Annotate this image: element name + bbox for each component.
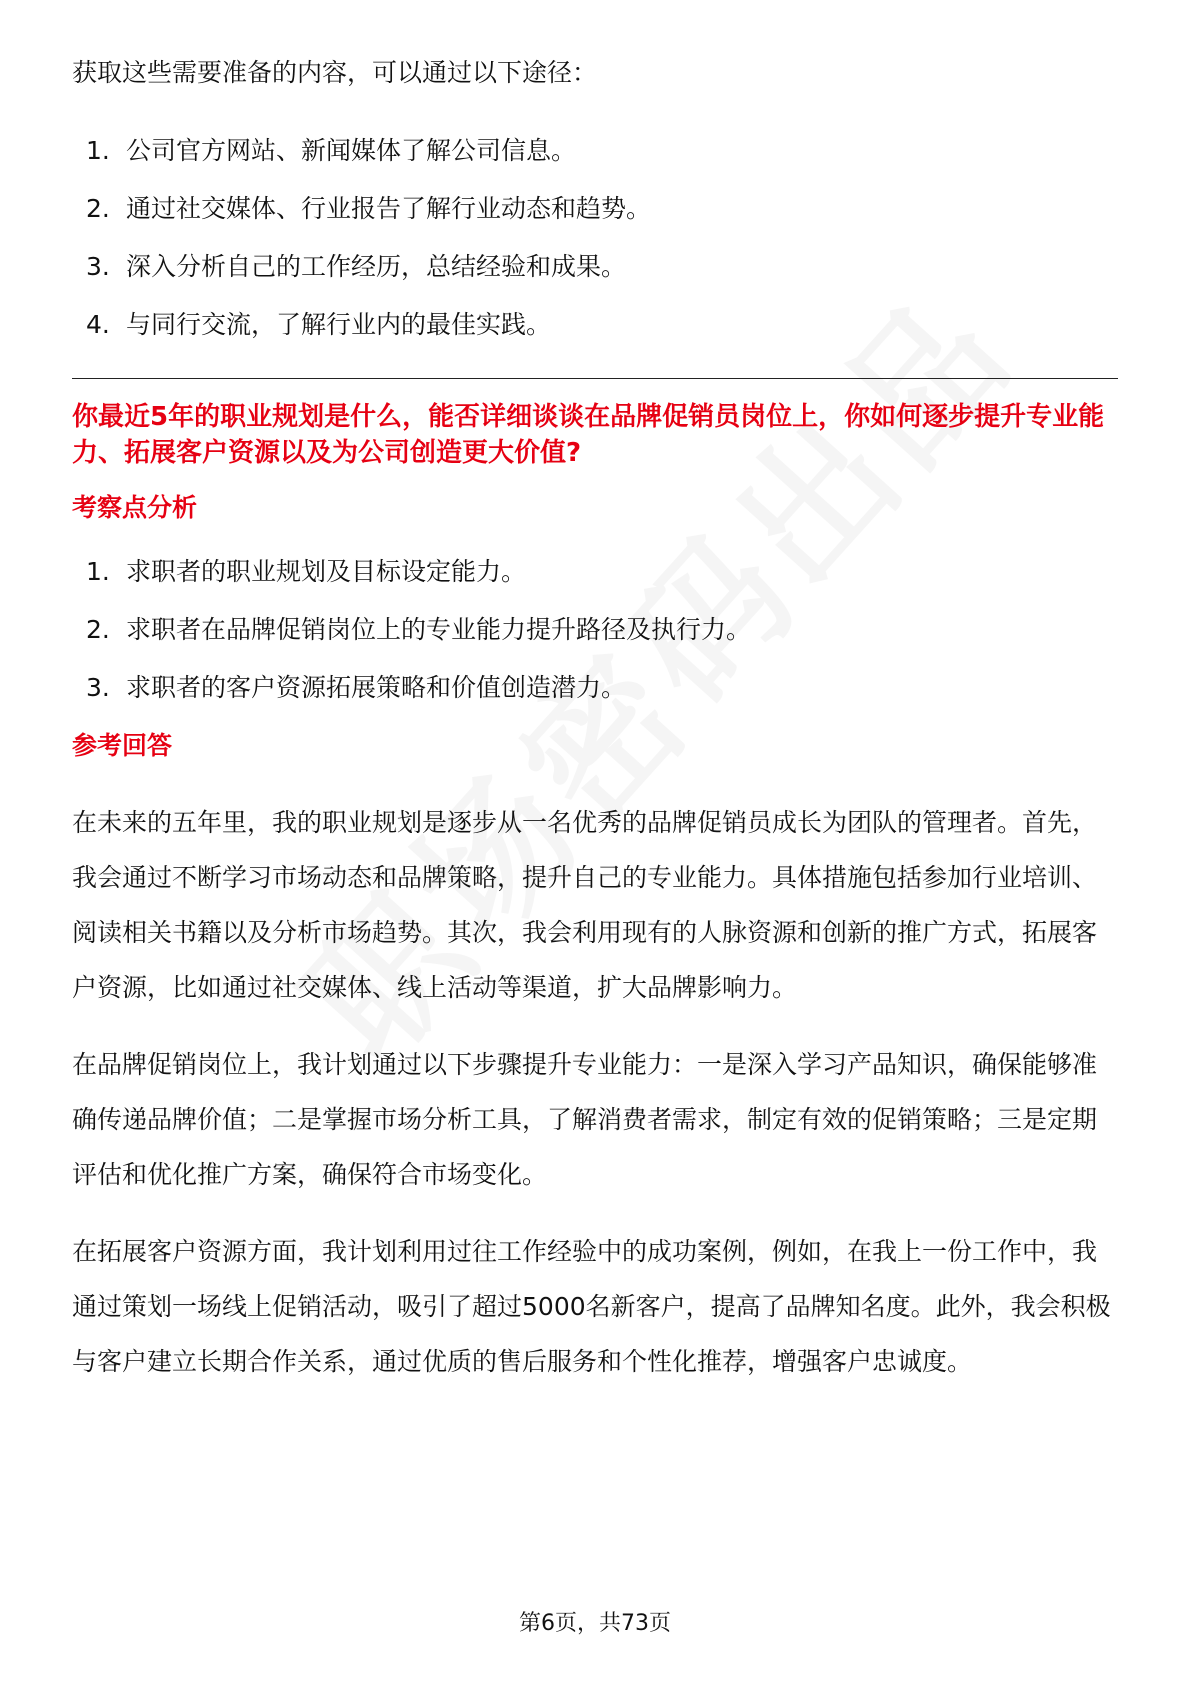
analysis-heading: 考察点分析 [72, 493, 198, 522]
list-item-text: 求职者的职业规划及目标设定能力。 [126, 557, 527, 586]
list-item [72, 310, 1118, 340]
list-item-text: 求职者在品牌促销岗位上的专业能力提升路径及执行力。 [126, 615, 752, 644]
answer-paragraph: 在拓展客户资源方面，我计划利用过往工作经验中的成功案例，例如，在我上一份工作中，我通过策划一场线上促销活动，吸引了超过5000名新客户，提高了品牌知名度。此外，我会积极与客户建立长期合作关系，通过优质的售后服务和个性化推荐，增强客户忠诚度。 [72, 1237, 1111, 1376]
intro-text: 获取这些需要准备的内容，可以通过以下途径： [72, 58, 598, 87]
list-item [72, 557, 1118, 587]
list-item-text: 公司官方网站、新闻媒体了解公司信息。 [126, 136, 577, 165]
list-item [72, 252, 1118, 282]
answer-heading: 参考回答 [72, 731, 173, 760]
list-item [72, 615, 1118, 645]
list-item-text: 深入分析自己的工作经历，总结经验和成果。 [126, 252, 627, 281]
section-divider [72, 378, 1118, 379]
list-item-text: 通过社交媒体、行业报告了解行业动态和趋势。 [126, 194, 652, 223]
list-item [72, 194, 1118, 224]
list-number: 2. [86, 194, 110, 223]
list-number: 4. [86, 310, 110, 339]
list-item [72, 673, 1118, 703]
list-item [72, 136, 1118, 166]
list-number: 1. [86, 136, 110, 165]
page-content [72, 58, 1118, 1411]
list-number: 3. [86, 673, 110, 702]
page-number-footer: 第6页，共73页 [519, 1611, 671, 1636]
ways-list [72, 136, 1118, 340]
list-number: 1. [86, 557, 110, 586]
answer-paragraph: 在未来的五年里，我的职业规划是逐步从一名优秀的品牌促销员成长为团队的管理者。首先，我会通过不断学习市场动态和品牌策略，提升自己的专业能力。具体措施包括参加行业培训、阅读相关书籍以及分析市场趋势。其次，我会利用现有的人脉资源和创新的推广方式，拓展客户资源，比如通过社交媒体、线上活动等渠道，扩大品牌影响力。 [72, 808, 1098, 1002]
list-number: 2. [86, 615, 110, 644]
list-number: 3. [86, 252, 110, 281]
answer-paragraph: 在品牌促销岗位上，我计划通过以下步骤提升专业能力：一是深入学习产品知识，确保能够准确传递品牌价值；二是掌握市场分析工具，了解消费者需求，制定有效的促销策略；三是定期评估和优化推广方案，确保符合市场变化。 [72, 1050, 1098, 1189]
list-item-text: 与同行交流，了解行业内的最佳实践。 [126, 310, 552, 339]
analysis-list [72, 557, 1118, 703]
list-item-text: 求职者的客户资源拓展策略和价值创造潜力。 [126, 673, 627, 702]
question-title: 你最近5年的职业规划是什么，能否详细谈谈在品牌促销员岗位上，你如何逐步提升专业能力、拓展客户资源以及为公司创造更大价值? [72, 402, 1105, 468]
